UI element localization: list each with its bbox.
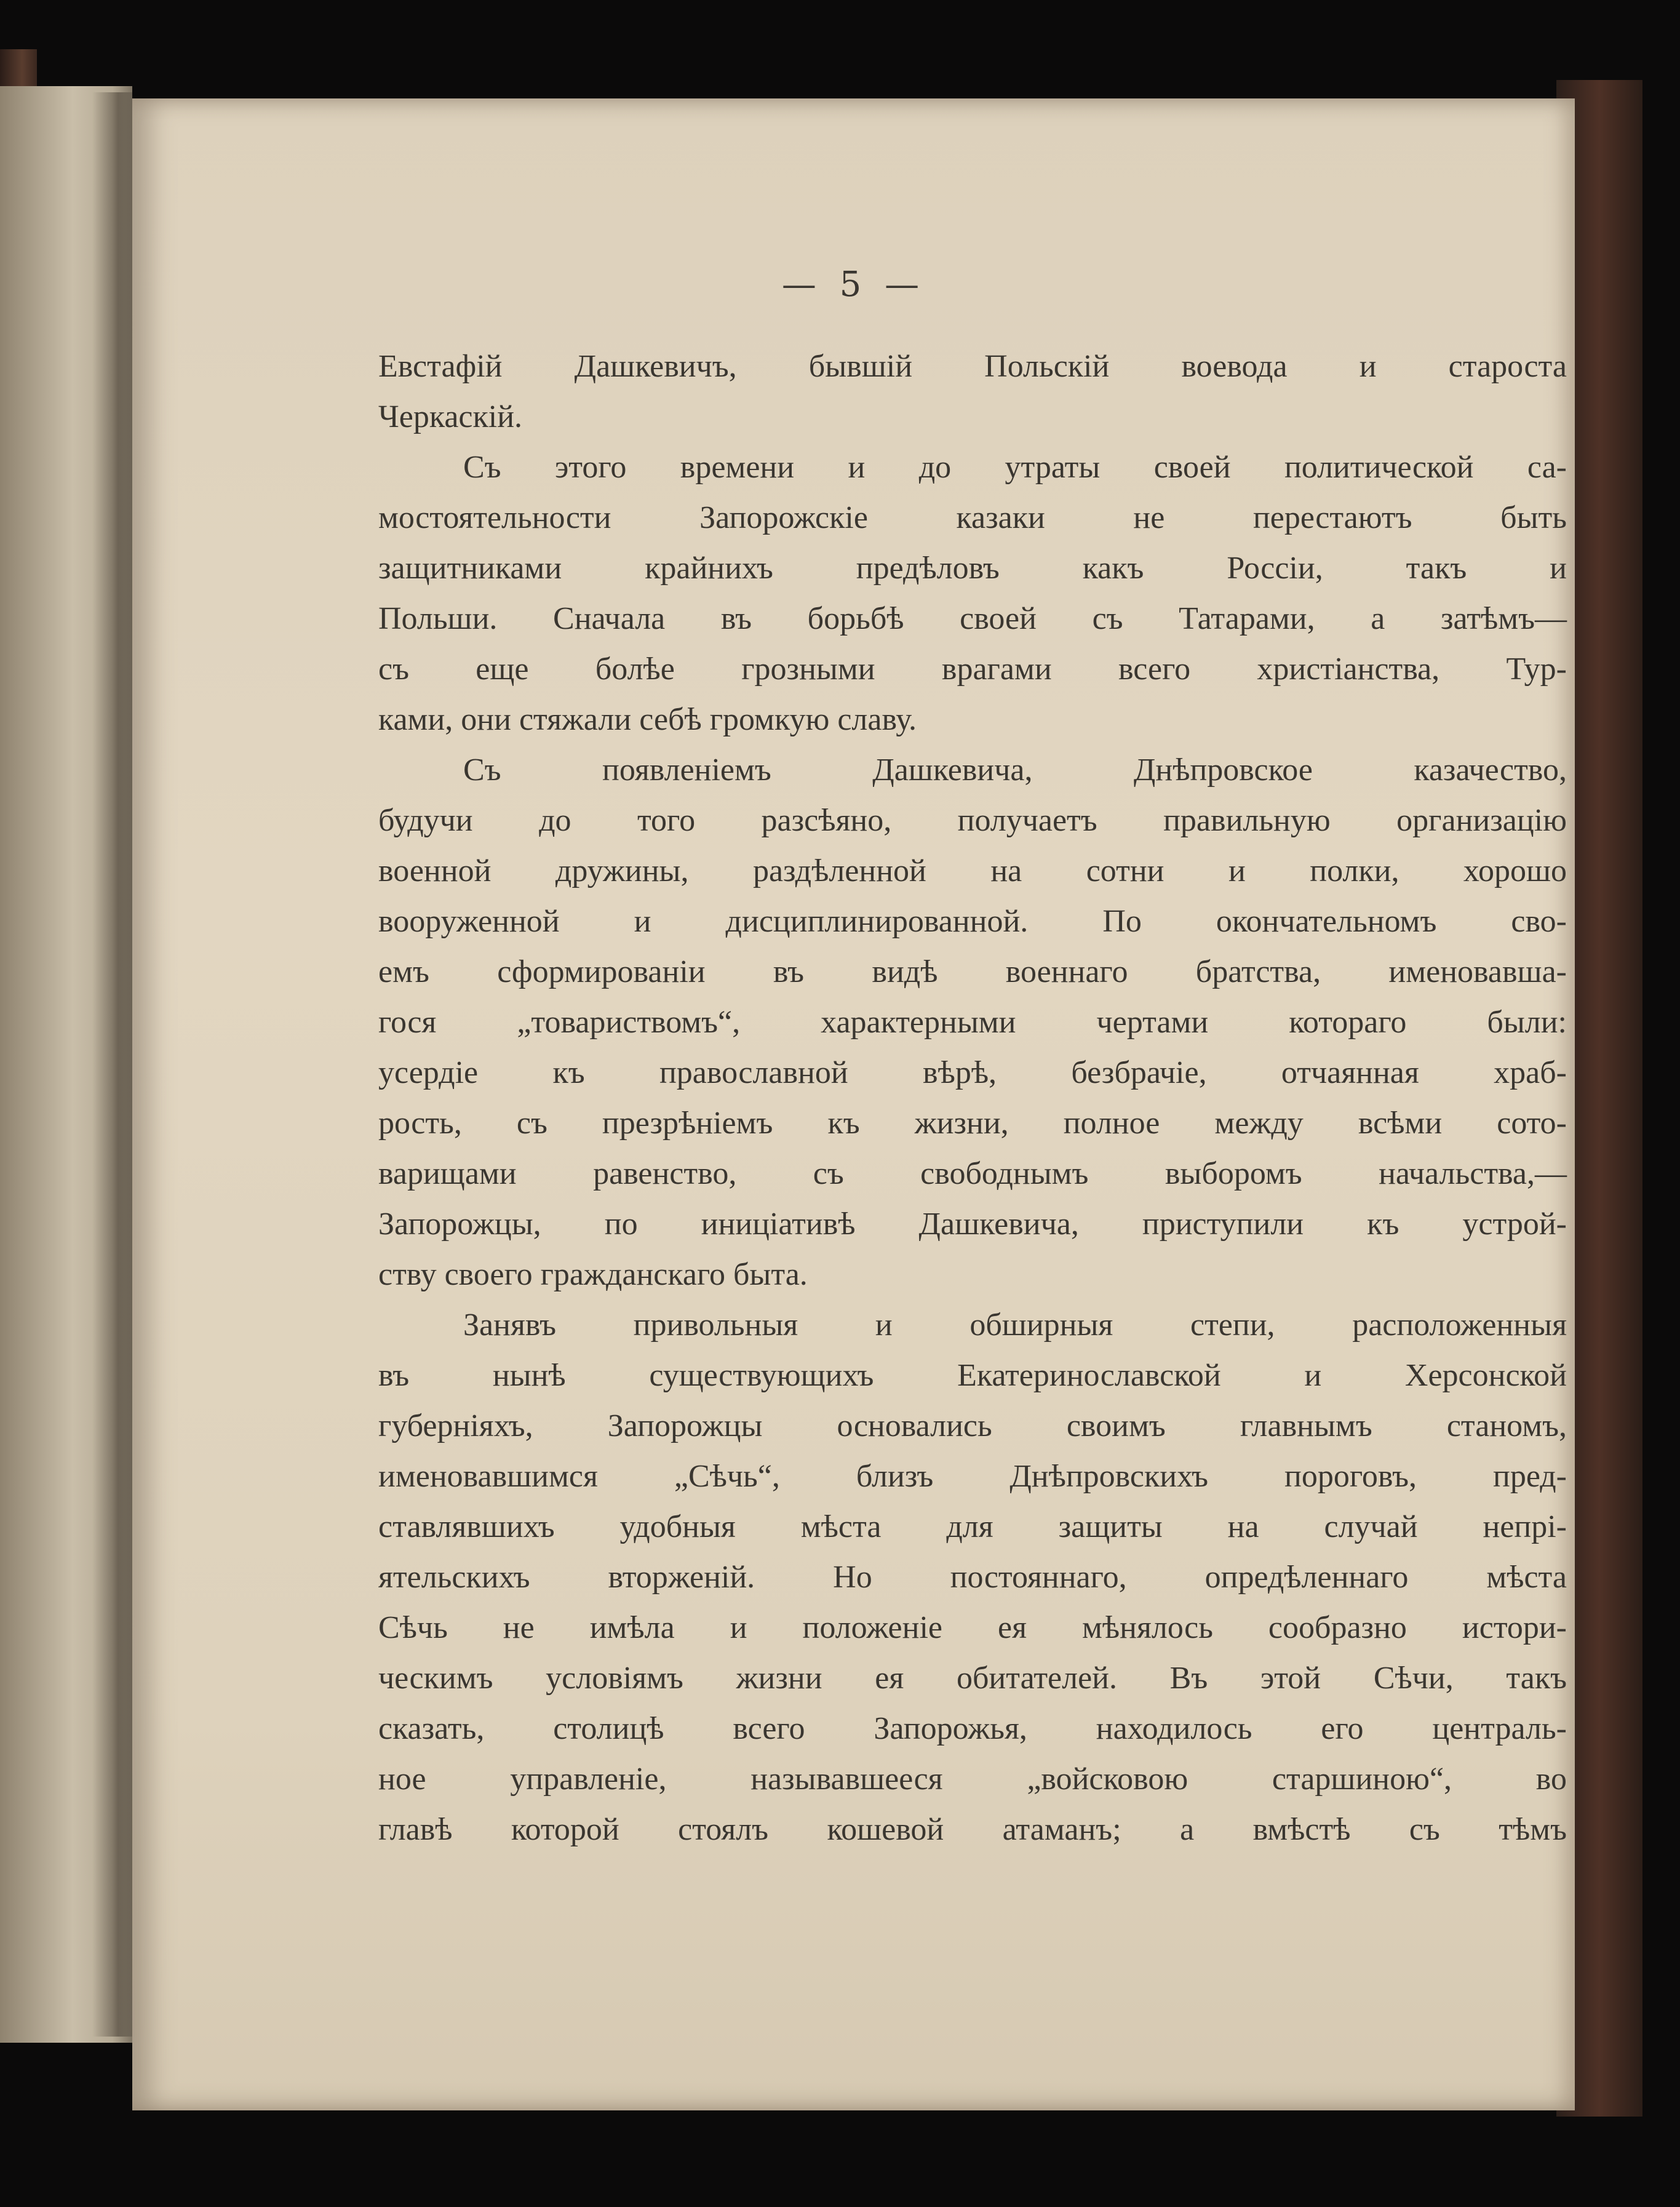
text-line: будучи до того разсѣяно, получаетъ правильную организацію xyxy=(378,803,1567,838)
text-line: защитниками крайнихъ предѣловъ какъ Россіи, такъ и xyxy=(378,551,1567,586)
text-line: мостоятельности Запорожскіе казаки не перестаютъ быть xyxy=(378,500,1567,535)
text-line: Съ этого времени и до утраты своей политической са- xyxy=(463,450,1567,485)
text-line: съ еще болѣе грозными врагами всего христіанства, Тур- xyxy=(378,652,1567,687)
text-line: главѣ которой стоялъ кошевой атаманъ; а вмѣстѣ съ тѣмъ xyxy=(378,1812,1567,1847)
page-number: — 5 — xyxy=(781,265,926,305)
text-line: сказать, столицѣ всего Запорожья, находилось его централь- xyxy=(378,1711,1567,1746)
text-line: Занявъ привольныя и обширныя степи, расположенныя xyxy=(463,1307,1567,1343)
book-page xyxy=(132,98,1575,2110)
text-line: Евстафій Дашкевичъ, бывшій Польскій воевода и староста xyxy=(378,349,1567,384)
text-line: гося „товариствомъ“, характерными чертами котораго были: xyxy=(378,1005,1567,1040)
text-line: ческимъ условіямъ жизни ея обитателей. Въ этой Сѣчи, такъ xyxy=(378,1661,1567,1696)
text-line: ятельскихъ вторженій. Но постояннаго, опредѣленнаго мѣста xyxy=(378,1560,1567,1595)
text-line: Черкаскій. xyxy=(378,399,523,434)
text-line: Польши. Сначала въ борьбѣ своей съ Татарами, а затѣмъ— xyxy=(378,601,1567,636)
text-line: вооруженной и дисциплинированной. По окончательномъ сво- xyxy=(378,904,1567,939)
book-gutter-shadow xyxy=(92,92,135,2037)
text-line: губерніяхъ, Запорожцы основались своимъ главнымъ станомъ, xyxy=(378,1408,1567,1443)
text-line: ками, они стяжали себѣ громкую славу. xyxy=(378,702,917,737)
text-line: военной дружины, раздѣленной на сотни и полки, хорошо xyxy=(378,853,1567,888)
text-line: рость, съ презрѣніемъ къ жизни, полное между всѣми сото- xyxy=(378,1106,1567,1141)
body-text xyxy=(378,341,1567,1855)
text-line: усердіе къ православной вѣрѣ, безбрачіе, отчаянная храб- xyxy=(378,1055,1567,1090)
text-line: варищами равенство, съ свободнымъ выборомъ начальства,— xyxy=(378,1156,1567,1191)
text-line: ству своего гражданскаго быта. xyxy=(378,1257,808,1292)
text-line: Запорожцы, по иниціативѣ Дашкевича, приступили къ устрой- xyxy=(378,1207,1567,1242)
text-line: въ нынѣ существующихъ Екатеринославской и Херсонской xyxy=(378,1358,1567,1393)
text-line: Съ появленіемъ Дашкевича, Днѣпровское казачество, xyxy=(463,752,1567,788)
text-line: ставлявшихъ удобныя мѣста для защиты на случай непрі- xyxy=(378,1509,1567,1544)
text-line: именовавшимся „Сѣчь“, близъ Днѣпровскихъ пороговъ, пред- xyxy=(378,1459,1567,1494)
text-line: ное управленіе, называвшееся „войсковою старшиною“, во xyxy=(378,1762,1567,1797)
text-line: емъ сформированіи въ видѣ военнаго братства, именовавша- xyxy=(378,954,1567,989)
text-line: Сѣчь не имѣла и положеніе ея мѣнялось сообразно истори- xyxy=(378,1610,1567,1645)
